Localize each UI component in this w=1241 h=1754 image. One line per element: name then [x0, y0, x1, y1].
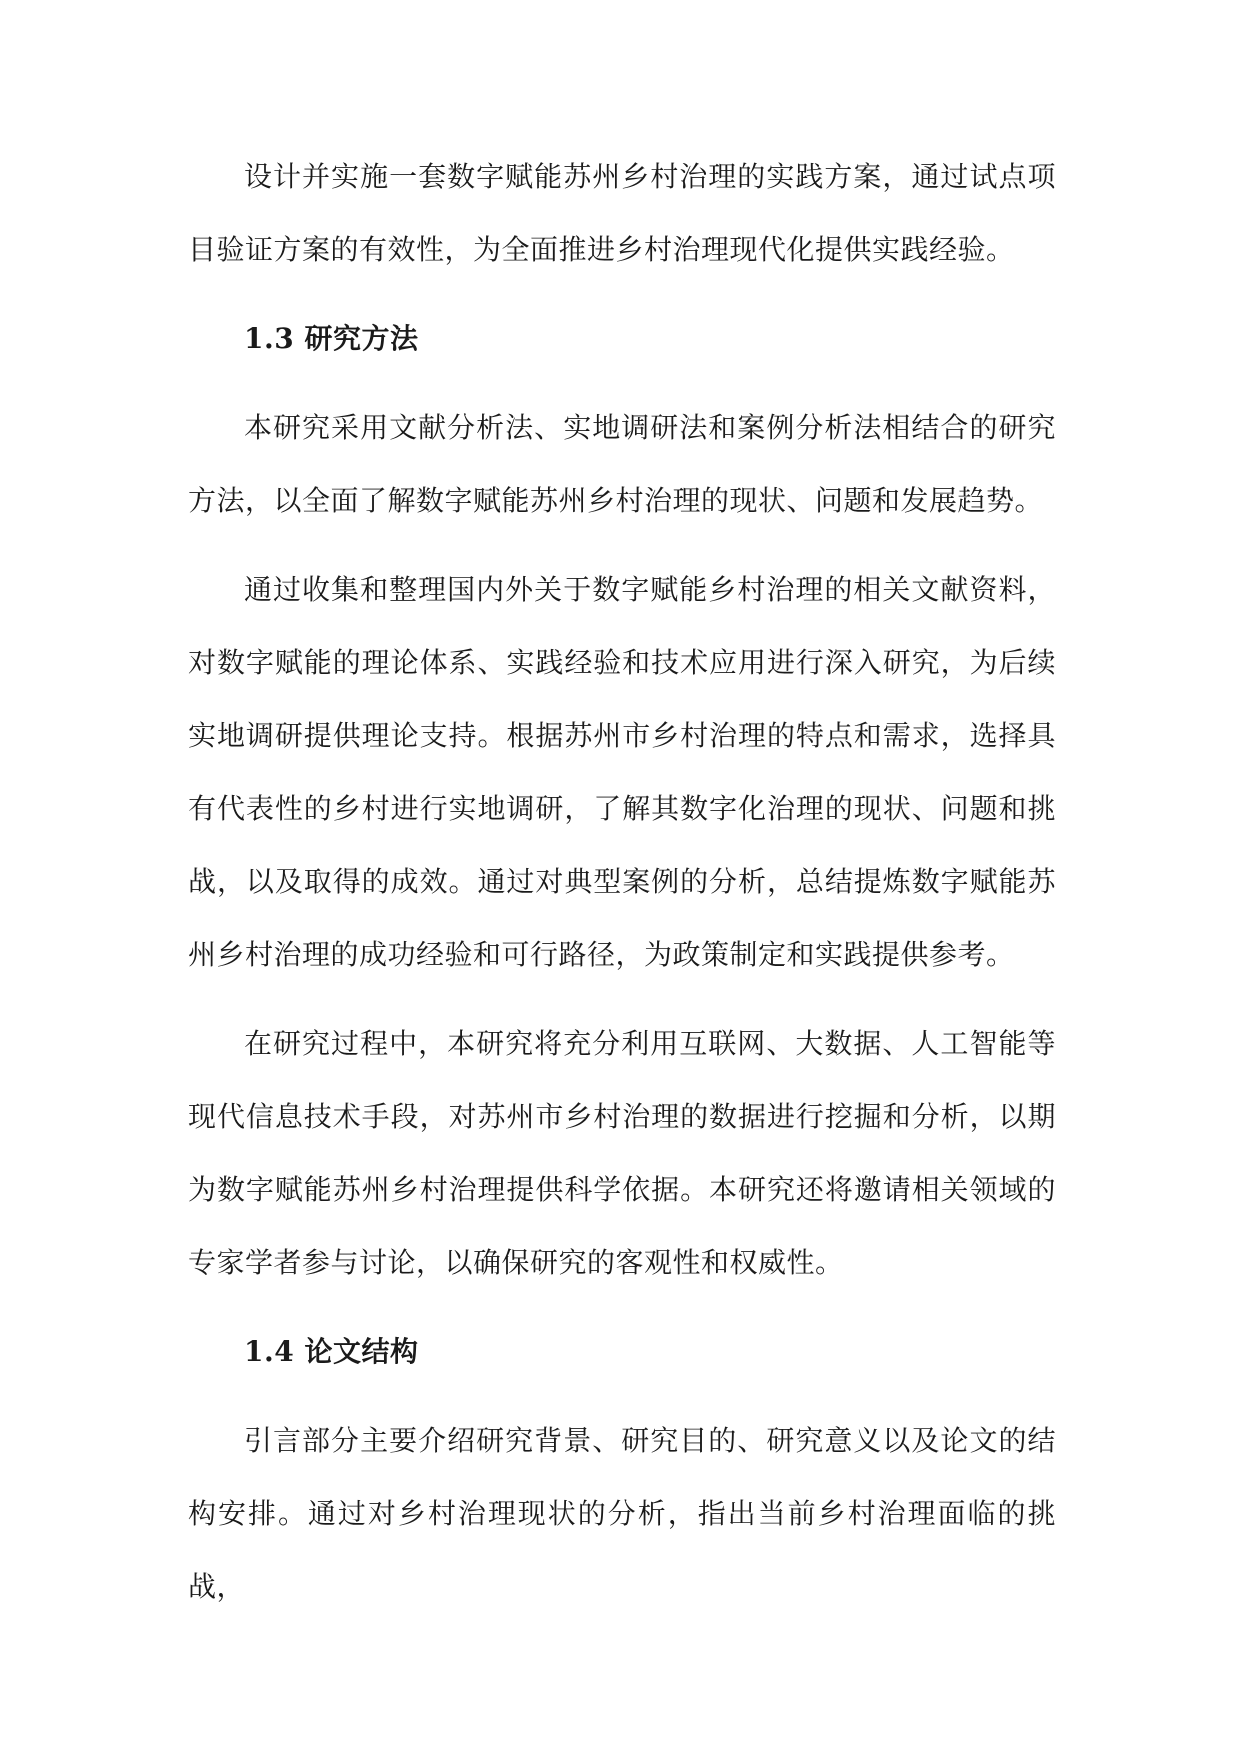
paragraph-methods-detail: 通过收集和整理国内外关于数字赋能乡村治理的相关文献资料，对数字赋能的理论体系、实践经验和技术应用进行深入研究，为后续实地调研提供理论支持。根据苏州市乡村治理的特点和需求，选择具有代表性的乡村进行实地调研，了解其数字化治理的现状、问题和挑战，以及取得的成效。通过对典型案例的分析，总结提炼数字赋能苏州乡村治理的成功经验和可行路径，为政策制定和实践提供参考。 [188, 573, 1056, 971]
paragraph-methods-technology: 在研究过程中，本研究将充分利用互联网、大数据、人工智能等现代信息技术手段，对苏州市乡村治理的数据进行挖掘和分析，以期为数字赋能苏州乡村治理提供科学依据。本研究还将邀请相关领域的专家学者参与讨论，以确保研究的客观性和权威性。 [188, 1027, 1056, 1279]
section-heading-1-4: 1.4 论文结构 [244, 1335, 419, 1368]
paragraph-structure-intro: 引言部分主要介绍研究背景、研究目的、研究意义以及论文的结构安排。通过对乡村治理现状的分析，指出当前乡村治理面临的挑战， [188, 1424, 1056, 1603]
intro-paragraph: 设计并实施一套数字赋能苏州乡村治理的实践方案，通过试点项目验证方案的有效性，为全面推进乡村治理现代化提供实践经验。 [188, 160, 1056, 266]
paragraph-methods-overview: 本研究采用文献分析法、实地调研法和案例分析法相结合的研究方法，以全面了解数字赋能苏州乡村治理的现状、问题和发展趋势。 [188, 411, 1056, 517]
page-content [188, 140, 1056, 1639]
section-heading-1-3: 1.3 研究方法 [244, 322, 419, 355]
